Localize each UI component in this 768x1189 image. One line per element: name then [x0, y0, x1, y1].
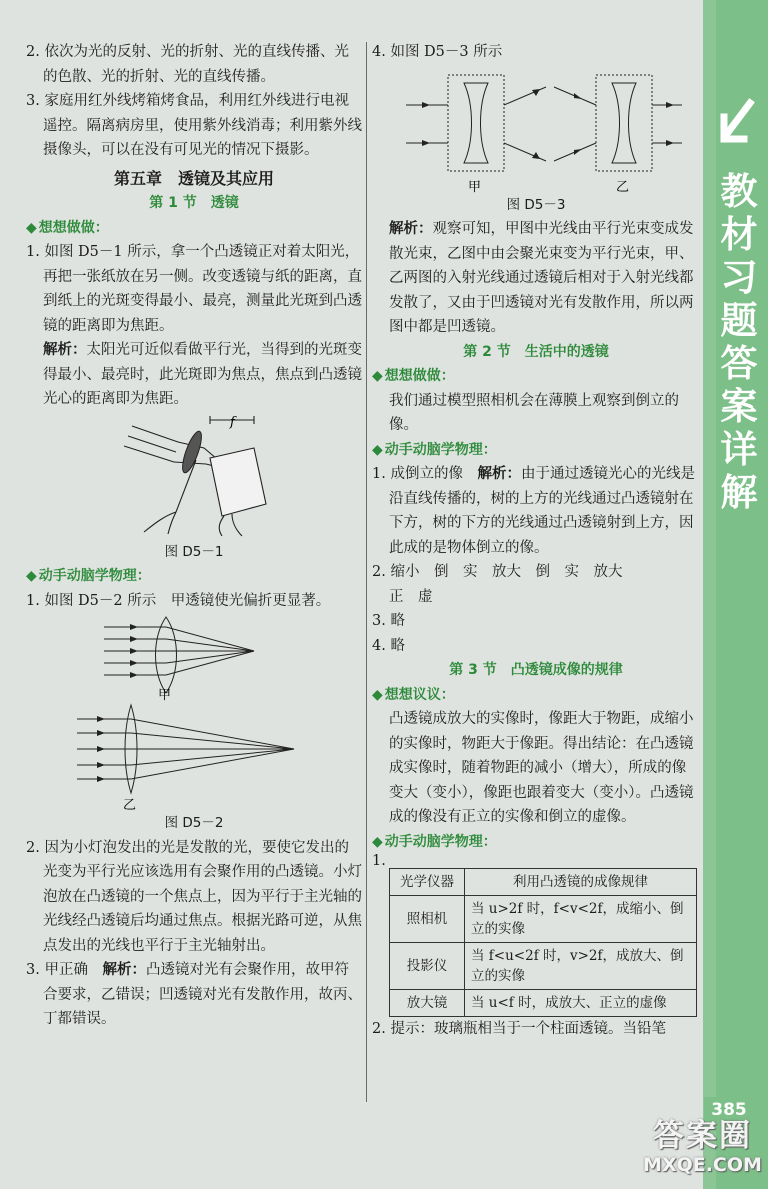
answer-item-3: 3. 家庭用红外线烤箱烤食品，利用红外线进行电视遥控。隔离病房里，使用紫外线消毒；利用紫外线摄像头，可以在没有可见光的情况下摄影。	[26, 93, 362, 158]
subheading-think-discuss: ◆ 想想议议：	[372, 686, 455, 703]
table-row	[390, 869, 697, 896]
figure-label-yi: 乙	[616, 179, 630, 193]
diamond-icon: ◆	[372, 833, 383, 850]
table-cell: 放大镜	[390, 990, 465, 1017]
section2-q3: 3. 略	[372, 613, 405, 629]
section2-q2-cont: 正 虚	[389, 588, 433, 605]
table-cell: 照相机	[390, 896, 465, 943]
table-row	[390, 943, 697, 990]
answer-q3: 2. 因为小灯泡发出的光是发散的光，要使它发出的光变为平行光应该选用有会聚作用的凸透镜。小灯泡放在凸透镜的一个焦点上，因为平行于主光轴的光线经凸透镜后均通过焦点。根据光路可逆，从焦点发出的光线也平行于主光轴射出。	[26, 839, 362, 954]
diamond-icon: ◆	[372, 441, 383, 458]
subheading-hands-on: ◆ 动手动脑学物理：	[372, 833, 497, 850]
diamond-icon: ◆	[372, 368, 383, 384]
answer-q2: 1. 如图 D5－2 所示 甲透镜使光偏折更显著。	[26, 592, 331, 609]
figure-caption-d5-2: 图 D5－2	[164, 815, 224, 831]
section-title-3: 第 3 节 凸透镜成像的规律	[449, 662, 623, 678]
diamond-icon: ◆	[26, 568, 37, 584]
section-title-1: 第 1 节 透镜	[149, 195, 239, 211]
section3-text: 凸透镜成放大的实像时，像距大于物距，成缩小的实像时，物距大于像距。得出结论：在凸透镜成实像时，随着物距的减小（增大），所成的像变大（变小），像距也跟着变大（变小）。凸透镜成的像没有正立的实像和倒立的虚像。	[389, 711, 694, 825]
figure-caption-d5-3: 图 D5－3	[506, 196, 566, 213]
arrow-down-left-icon	[712, 95, 762, 155]
section2-q1: 1. 成倒立的像 解析：由于通过透镜光心的光线是沿直线传播的，树的上方的光线通过凸透镜射在下方，树的下方的光线通过凸透镜射到上方，因此成的是物体倒立的像。	[372, 465, 695, 556]
chapter-title: 第五章 透镜及其应用	[113, 168, 274, 188]
section3-q2: 2. 提示：玻璃瓶相当于一个柱面透镜。当铅笔	[372, 1021, 666, 1037]
analysis-q5: 解析：观察可知，甲图中光线由平行光束变成发散光束，乙图中由会聚光束变为平行光束，甲、乙两图的入射光线通过透镜后相对于入射光线都发散了，又由于凹透镜对光有发散作用，所以两图中都是凹透镜。	[389, 220, 694, 335]
section3-q1: 1.	[372, 853, 386, 869]
table-header-cell: 光学仪器	[390, 869, 465, 896]
table-cell: 当 f<u<2f 时，v>2f，成放大、倒立的实像	[465, 943, 697, 990]
table-header-cell: 利用凸透镜的成像规律	[465, 869, 697, 896]
sidebar-title: 教 材 习 题 答 案 详 解	[720, 170, 758, 514]
watermark-logo: 答案圈 MXQE.COM	[643, 1118, 762, 1176]
section2-text: 我们通过模型照相机会在薄膜上观察到倒立的像。	[389, 392, 679, 433]
optical-instrument-table	[389, 868, 697, 1017]
table-row	[390, 990, 697, 1017]
table-row	[390, 896, 697, 943]
table-cell: 当 u<f 时，成放大、正立的虚像	[465, 990, 697, 1017]
section2-q2: 2. 缩小 倒 实 放大 倒 实 放大	[372, 564, 623, 580]
diamond-icon: ◆	[372, 686, 383, 703]
left-column	[26, 40, 362, 1032]
figure-d5-2-jia	[94, 613, 294, 701]
answer-q5: 4. 如图 D5－3 所示	[372, 44, 503, 60]
answer-q4: 3. 甲正确 解析：凸透镜对光有会聚作用，故甲符合要求，乙错误；凹透镜对光有发散作用，故丙、丁都错误。	[26, 961, 362, 1027]
figure-label-jia: 甲	[158, 688, 172, 701]
figure-label-yi: 乙	[123, 798, 137, 811]
right-column	[372, 40, 700, 1042]
section2-q4: 4. 略	[372, 637, 405, 654]
column-divider	[366, 42, 367, 1102]
figure-caption-d5-1: 图 D5－1	[164, 543, 224, 560]
figure-d5-1	[114, 412, 274, 540]
analysis-q1: 解析：太阳光可近似看做平行光，当得到的光斑变得最小、最亮时，此光斑即为焦点，焦点到凸透镜光心的距离即为焦距。	[43, 341, 362, 407]
subheading-think-do: ◆ 想想做做：	[372, 368, 455, 384]
subheading-hands-on: ◆ 动手动脑学物理：	[372, 441, 497, 458]
section-title-2: 第 2 节 生活中的透镜	[463, 343, 609, 360]
subheading-hands-on: ◆ 动手动脑学物理：	[26, 568, 151, 584]
answer-q1: 1. 如图 D5－1 所示，拿一个凸透镜正对着太阳光，再把一张纸放在另一侧。改变透镜与纸的距离，直到纸上的光斑变得最小、最亮，测量此光斑到凸透镜的距离即为焦距。	[26, 244, 362, 334]
focal-length-label: f	[230, 414, 235, 430]
subheading-think-do: ◆ 想想做做：	[26, 219, 109, 236]
diamond-icon: ◆	[26, 219, 37, 236]
figure-d5-3	[386, 65, 686, 193]
table-cell: 当 u>2f 时，f<v<2f，成缩小、倒立的实像	[465, 896, 697, 943]
answer-item-2: 2. 依次为光的反射、光的折射、光的直线传播、光的色散、光的折射、光的直线传播。	[26, 44, 349, 85]
figure-label-jia: 甲	[468, 179, 482, 193]
page-number: 385	[704, 1097, 754, 1123]
figure-d5-2-yi	[69, 701, 319, 811]
table-cell: 投影仪	[390, 943, 465, 990]
